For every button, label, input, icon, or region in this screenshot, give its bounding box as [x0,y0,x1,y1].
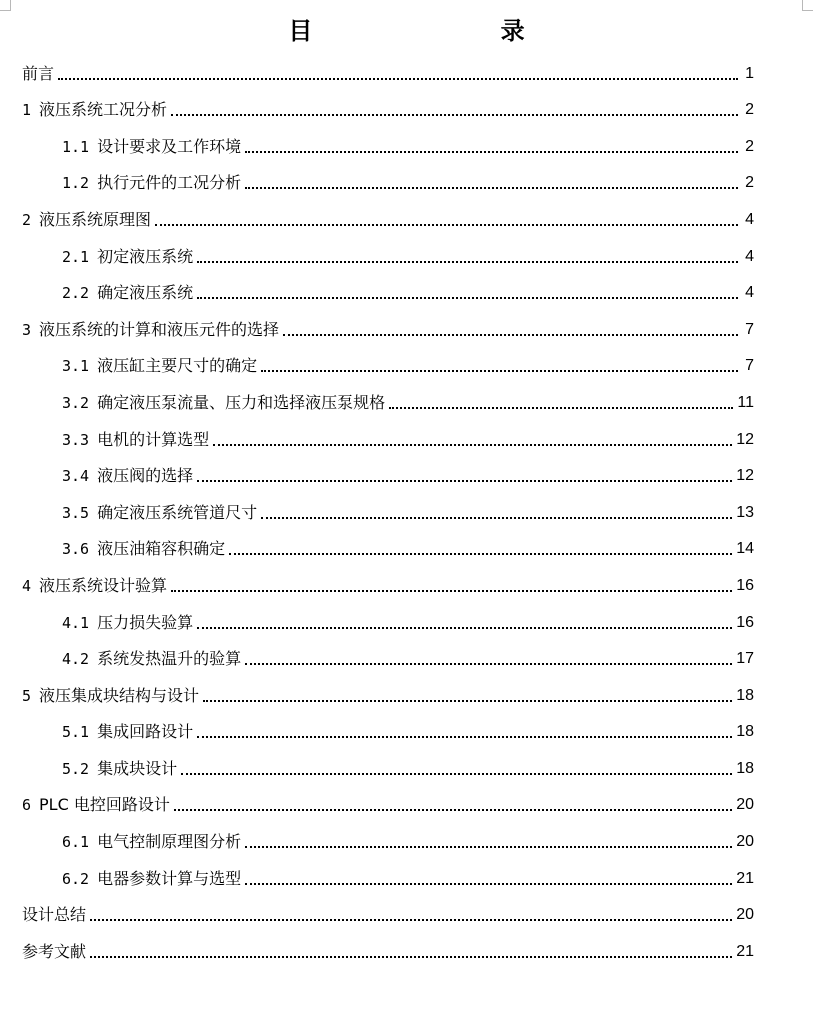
toc-page-number: 20 [736,833,754,851]
toc-entry-number: 3.4 [62,467,90,486]
toc-dot-leader [181,773,732,775]
toc-entry-section[interactable] [22,163,754,200]
toc-page-number: 4 [745,247,754,265]
toc-entry-number: 1.2 [62,174,90,193]
toc-entry-text: 确定液压系统 [97,283,194,303]
toc-entry-text: PLC 电控回路设计 [39,795,170,815]
toc-entry-text: 液压阀的选择 [97,466,194,486]
toc-entry-text: 电气控制原理图分析 [97,832,242,852]
toc-entry-label [22,577,167,595]
toc-page-number: 21 [736,942,754,960]
toc-entry-number: 3.6 [62,540,90,559]
toc-page-number: 20 [736,906,754,924]
toc-entry-text: 液压集成块结构与设计 [39,685,200,705]
toc-entry-label [22,906,86,924]
toc-entry-label [22,65,54,83]
toc-dot-leader [245,187,738,189]
toc-entry-number: 5 [22,686,32,705]
toc-entry-chapter[interactable] [22,53,754,90]
toc-entry-text: 电机的计算选型 [97,429,210,449]
toc-entry-label [22,687,199,705]
toc-entry-number: 3.1 [62,357,90,376]
toc-entry-label [62,760,177,778]
toc-entry-section[interactable] [22,639,754,676]
toc-page-number: 7 [745,357,754,375]
toc-entry-label [62,394,385,412]
toc-dot-leader [245,151,738,153]
toc-entry-label [22,101,167,119]
toc-title: 目 录 [288,17,615,45]
toc-entry-label [62,284,193,302]
toc-dot-leader [261,370,738,372]
toc-entry-text: 设计总结 [22,905,87,925]
toc-page-number: 14 [736,540,754,558]
toc-entry-chapter[interactable] [22,199,754,236]
toc-entry-label [62,650,241,668]
toc-entry-number: 4 [22,576,32,595]
toc-entry-text: 确定液压泵流量、压力和选择液压泵规格 [97,392,386,412]
toc-entry-number: 3.2 [62,393,90,412]
toc-entry-label [22,796,170,814]
toc-entry-label [22,943,86,961]
table-of-contents [22,53,754,968]
toc-dot-leader [245,846,732,848]
toc-dot-leader [229,553,732,555]
toc-entry-chapter[interactable] [22,309,754,346]
toc-entry-chapter[interactable] [22,90,754,127]
toc-entry-label [62,357,257,375]
toc-entry-text: 液压系统的计算和液压元件的选择 [39,319,280,339]
toc-entry-number: 5.1 [62,723,90,742]
toc-page-number: 16 [736,613,754,631]
toc-entry-text: 确定液压系统管道尺寸 [97,502,258,522]
toc-dot-leader [197,261,738,263]
toc-page-number: 21 [736,869,754,887]
toc-entry-label [62,723,193,741]
toc-entry-number: 2.1 [62,247,90,266]
toc-dot-leader [155,224,738,226]
toc-entry-number: 1 [22,101,32,120]
toc-entry-label [62,138,241,156]
toc-entry-number: 1.1 [62,137,90,156]
toc-entry-label [62,833,241,851]
toc-entry-text: 前言 [22,63,55,83]
toc-page-number: 18 [736,686,754,704]
toc-dot-leader [197,480,732,482]
toc-dot-leader [261,517,732,519]
toc-entry-section[interactable] [22,456,754,493]
toc-entry-text: 集成块设计 [97,758,178,778]
toc-entry-label [62,248,193,266]
toc-page-number: 17 [736,650,754,668]
toc-entry-number: 3.3 [62,430,90,449]
toc-dot-leader [171,590,732,592]
toc-entry-chapter[interactable] [22,931,754,968]
toc-dot-leader [197,297,738,299]
toc-page-number: 2 [745,174,754,192]
toc-page-number: 13 [736,503,754,521]
toc-entry-section[interactable] [22,346,754,383]
toc-entry-label [62,540,225,558]
toc-entry-chapter[interactable] [22,895,754,932]
toc-entry-label [62,174,241,192]
toc-page-number: 4 [745,284,754,302]
toc-entry-text: 液压系统工况分析 [39,100,168,120]
toc-dot-leader [174,809,732,811]
toc-page-number: 7 [745,320,754,338]
toc-entry-text: 液压缸主要尺寸的确定 [97,356,258,376]
toc-entry-section[interactable] [22,382,754,419]
toc-entry-section[interactable] [22,492,754,529]
toc-dot-leader [171,114,738,116]
toc-page-number: 12 [736,467,754,485]
toc-entry-number: 3 [22,320,32,339]
toc-entry-label [22,321,279,339]
toc-entry-number: 4.2 [62,650,90,669]
page-corner-mark-left [0,0,11,11]
toc-entry-number: 4.1 [62,613,90,632]
toc-entry-number: 6.2 [62,869,90,888]
toc-entry-section[interactable] [22,821,754,858]
toc-entry-label [62,431,209,449]
toc-entry-text: 压力损失验算 [97,612,194,632]
toc-entry-text: 集成回路设计 [97,722,194,742]
toc-page-number: 20 [736,796,754,814]
toc-entry-number: 6 [22,796,32,815]
toc-entry-label [62,467,193,485]
toc-entry-section[interactable] [22,419,754,456]
toc-entry-number: 3.5 [62,503,90,522]
toc-entry-section[interactable] [22,748,754,785]
toc-entry-text: 参考文献 [22,941,87,961]
toc-page-number: 18 [736,723,754,741]
toc-entry-label [22,211,151,229]
toc-entry-text: 液压系统设计验算 [39,575,168,595]
toc-page-number: 16 [736,576,754,594]
page-corner-mark-right [802,0,813,11]
toc-entry-section[interactable] [22,273,754,310]
toc-dot-leader [245,663,732,665]
toc-entry-label [62,504,257,522]
toc-entry-section[interactable] [22,126,754,163]
toc-dot-leader [283,334,738,336]
toc-page-number: 18 [736,759,754,777]
toc-entry-label [62,870,241,888]
toc-entry-number: 5.2 [62,759,90,778]
toc-entry-chapter[interactable] [22,565,754,602]
toc-entry-text: 电器参数计算与选型 [97,868,242,888]
toc-entry-section[interactable] [22,712,754,749]
toc-entry-text: 执行元件的工况分析 [97,173,242,193]
toc-entry-text: 系统发热温升的验算 [97,649,242,669]
toc-page-number: 2 [745,137,754,155]
toc-entry-section[interactable] [22,529,754,566]
toc-dot-leader [197,627,732,629]
toc-entry-text: 初定液压系统 [97,246,194,266]
toc-page-number: 1 [745,64,754,82]
toc-page-number: 11 [737,393,754,411]
toc-entry-label [62,614,193,632]
toc-entry-section[interactable] [22,602,754,639]
toc-dot-leader [203,700,732,702]
toc-page-number: 12 [736,430,754,448]
toc-dot-leader [90,956,732,958]
toc-entry-section[interactable] [22,858,754,895]
toc-entry-chapter[interactable] [22,785,754,822]
toc-page-number: 4 [745,210,754,228]
toc-entry-text: 液压系统原理图 [39,209,152,229]
toc-dot-leader [245,883,732,885]
toc-entry-section[interactable] [22,236,754,273]
toc-dot-leader [389,407,733,409]
toc-dot-leader [90,919,732,921]
toc-entry-number: 2 [22,210,32,229]
toc-dot-leader [58,78,738,80]
toc-dot-leader [213,444,732,446]
toc-entry-text: 设计要求及工作环境 [97,136,242,156]
toc-entry-number: 2.2 [62,284,90,303]
toc-dot-leader [197,736,732,738]
toc-entry-chapter[interactable] [22,675,754,712]
toc-page-number: 2 [745,101,754,119]
toc-entry-text: 液压油箱容积确定 [97,539,226,559]
toc-entry-number: 6.1 [62,833,90,852]
